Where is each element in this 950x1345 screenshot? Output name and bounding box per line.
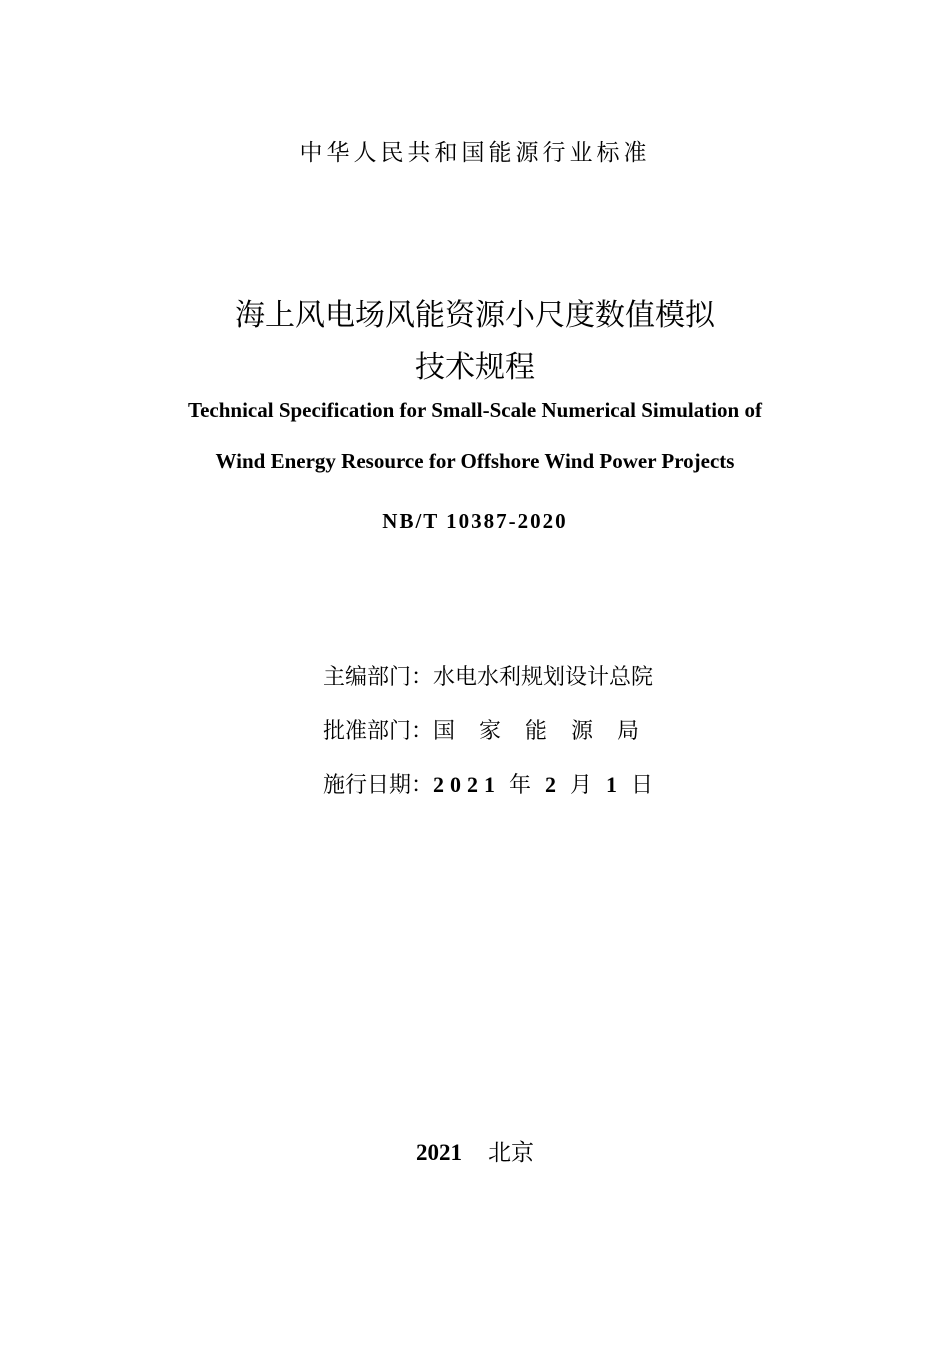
imprint [0, 1134, 950, 1167]
editor-value: 水电水利规划设计总院 [433, 665, 654, 690]
effective-date-year: 2021 [433, 772, 502, 797]
approver-label: 批准部门： [323, 719, 434, 744]
editor-label: 主编部门： [323, 665, 434, 690]
effective-date-day: 1 [606, 772, 624, 797]
imprint-year: 2021 [416, 1140, 462, 1165]
title-chinese-line-2: 技术规程 [415, 350, 535, 385]
editor-row [323, 660, 723, 714]
imprint-place: 北京 [488, 1140, 534, 1166]
effective-date-month-unit: 月 [570, 773, 593, 798]
effective-date-month: 2 [545, 772, 563, 797]
effective-date-label: 施行日期： [323, 773, 434, 798]
standard-number: NB/T 10387-2020 [382, 509, 568, 533]
approver-row [323, 714, 723, 768]
standard-type-heading: 中华人民共和国能源行业标准 [299, 140, 651, 166]
effective-date-year-unit: 年 [509, 773, 532, 798]
title-english-line-2: Wind Energy Resource for Offshore Wind Power Projects [215, 449, 735, 473]
title-chinese-line-1: 海上风电场风能资源小尺度数值模拟 [235, 298, 715, 333]
approver-value: 国家能源局 [433, 719, 664, 744]
title-english-line-1: Technical Specification for Small-Scale Numerical Simulation of [188, 398, 762, 422]
effective-date-row [323, 768, 723, 822]
publication-info [323, 660, 723, 822]
effective-date-day-unit: 日 [631, 773, 654, 798]
